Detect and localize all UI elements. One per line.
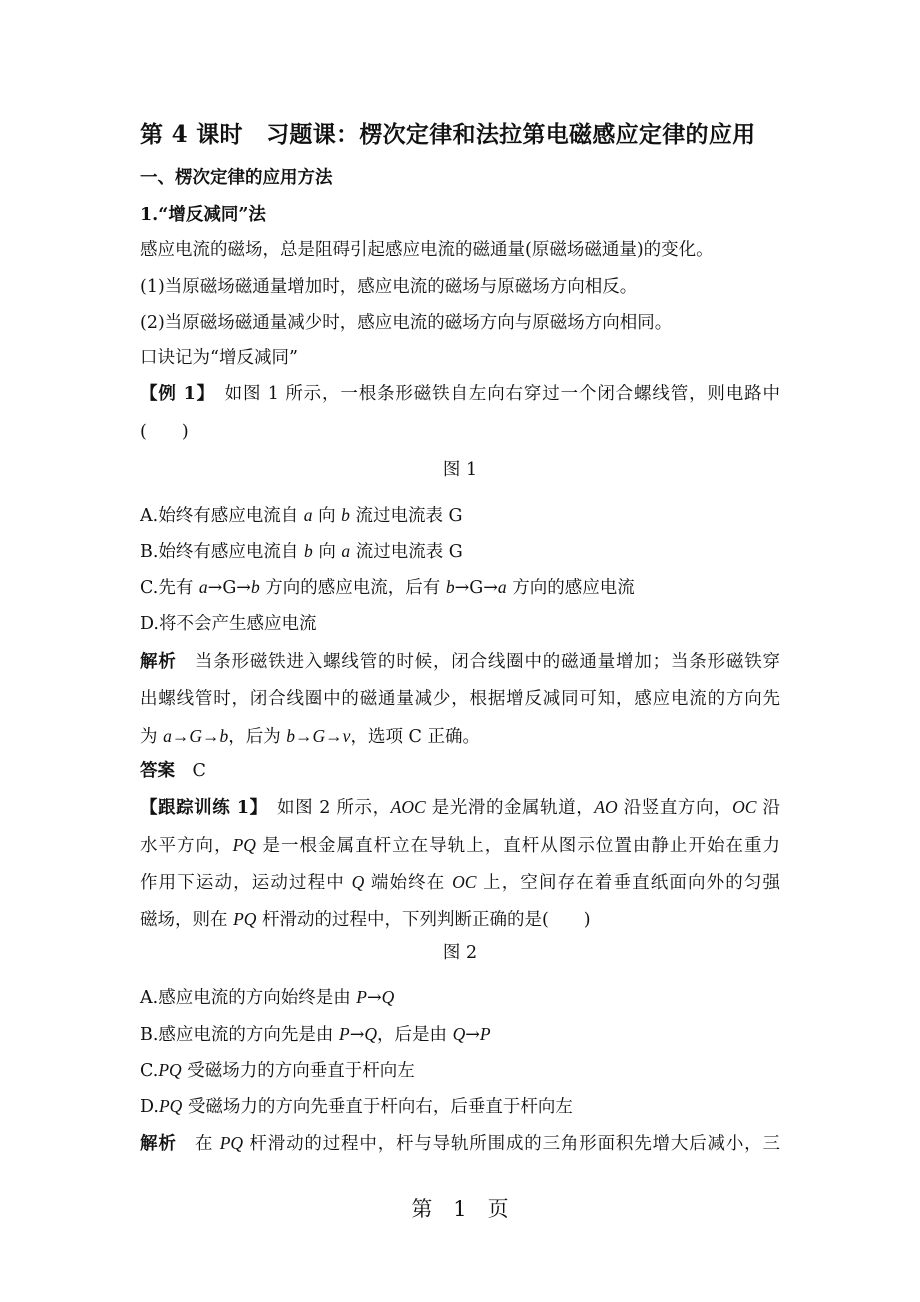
text-line: [140, 420, 780, 444]
text-segment: 图 2: [442, 943, 478, 963]
text-segment: 【例 1】: [140, 384, 207, 404]
italic-symbol: a: [198, 577, 208, 597]
text-segment: (2)当原磁场磁通量减少时，感应电流的磁场方向与原磁场方向相同。: [140, 313, 673, 333]
text-segment: 为: [140, 727, 164, 747]
text-segment: D.: [140, 1097, 159, 1117]
text-segment: →G→: [454, 578, 498, 598]
italic-symbol: OC: [732, 797, 757, 817]
page-number: [0, 1197, 920, 1221]
text-line: [140, 870, 780, 895]
example-question: [140, 382, 780, 406]
text-line: [140, 238, 780, 262]
italic-symbol: PQ: [158, 1096, 183, 1116]
italic-symbol: P: [339, 1024, 350, 1044]
text-segment: 沿竖直方向，: [617, 798, 733, 818]
italic-symbol: a: [303, 505, 313, 525]
figure-caption: [140, 458, 780, 482]
text-segment: →: [349, 1025, 365, 1045]
text-segment: 磁场，则在: [140, 910, 234, 930]
text-segment: 作用下运动，运动过程中: [140, 873, 352, 893]
text-line: [140, 346, 780, 370]
italic-symbol: a: [497, 577, 507, 597]
text-line: [140, 724, 780, 749]
text-line: [140, 575, 780, 600]
italic-symbol: Q: [381, 987, 395, 1007]
subsection-heading: [140, 203, 780, 227]
page-title: [140, 120, 780, 150]
text-segment: 在: [176, 1134, 220, 1154]
text-segment: 如图 2 所示，: [258, 798, 391, 818]
text-segment: 口诀记为“增反减同”: [140, 348, 298, 368]
text-segment: 流过电流表 G: [350, 542, 463, 562]
text-segment: ( ): [140, 422, 189, 442]
text-segment: 受磁场力的方向垂直于杆向左: [181, 1061, 415, 1081]
italic-symbol: PQ: [233, 909, 257, 929]
text-segment: ，后为: [228, 727, 287, 747]
text-line: [140, 907, 780, 932]
text-line: [140, 687, 780, 711]
text-segment: 是一根金属直杆立在导轨上，直杆从图示位置由静止开始在重力: [255, 836, 780, 856]
section-heading: [140, 166, 780, 190]
text-segment: 第 4 课时 习题课：楞次定律和法拉第电磁感应定律的应用: [140, 121, 756, 148]
italic-symbol: b: [250, 577, 260, 597]
text-segment: 是光滑的金属轨道，: [425, 798, 595, 818]
figure-caption: [140, 941, 780, 965]
text-segment: 【跟踪训练 1】: [140, 798, 259, 818]
text-segment: B.始终有感应电流自: [140, 542, 304, 562]
italic-symbol: Q: [364, 1024, 378, 1044]
text-segment: 1.“增反减同”法: [140, 205, 266, 225]
text-segment: 方向的感应电流: [506, 578, 635, 598]
text-segment: 感应电流的磁场，总是阻碍引起感应电流的磁通量(原磁场磁通量)的变化。: [140, 240, 714, 260]
italic-symbol: PQ: [232, 835, 256, 855]
text-segment: 如图 1 所示，一根条形磁铁自左向右穿过一个闭合螺线管，则电路中: [206, 384, 780, 404]
text-segment: 第 1 页: [411, 1197, 509, 1221]
text-segment: 向: [312, 506, 342, 526]
text-segment: D.将不会产生感应电流: [140, 614, 317, 634]
text-segment: ，选项 C 正确。: [350, 727, 480, 747]
text-segment: 杆滑动的过程中，下列判断正确的是( ): [256, 910, 591, 930]
italic-symbol: Q: [452, 1024, 466, 1044]
text-segment: ，后是由: [377, 1025, 453, 1045]
text-segment: 沿: [756, 798, 780, 818]
text-line: [140, 985, 780, 1010]
text-segment: 解析: [140, 1134, 177, 1154]
italic-symbol: b→G→v: [286, 726, 351, 746]
italic-symbol: a→G→b: [163, 726, 229, 746]
italic-symbol: AO: [594, 797, 618, 817]
italic-symbol: P: [479, 1024, 491, 1044]
italic-symbol: PQ: [158, 1060, 182, 1080]
answer-line: [140, 759, 780, 783]
text-line: [140, 1131, 780, 1156]
text-line: [140, 1022, 780, 1047]
text-line: [140, 1094, 780, 1119]
italic-symbol: a: [341, 541, 351, 561]
italic-symbol: AOC: [390, 797, 426, 817]
text-segment: A.感应电流的方向始终是由: [140, 988, 357, 1008]
text-line: [140, 650, 780, 674]
text-segment: →: [366, 988, 382, 1008]
text-segment: 当条形磁铁进入螺线管的时候，闭合线圈中的磁通量增加；当条形磁铁穿: [176, 652, 781, 672]
text-segment: 端始终在: [364, 873, 453, 893]
italic-symbol: b: [304, 541, 313, 561]
text-segment: 答案: [140, 761, 175, 781]
text-segment: 一、楞次定律的应用方法: [140, 168, 333, 188]
text-segment: →: [465, 1025, 480, 1045]
text-line: [140, 833, 780, 858]
text-segment: 受磁场力的方向先垂直于杆向右，后垂直于杆向左: [182, 1097, 573, 1117]
text-segment: 方向的感应电流，后有: [259, 578, 446, 598]
text-segment: →G→: [207, 578, 251, 598]
text-segment: A.始终有感应电流自: [140, 506, 304, 526]
italic-symbol: P: [356, 987, 367, 1007]
text-segment: 上，空间存在着垂直纸面向外的匀强: [476, 873, 780, 893]
text-segment: (1)当原磁场磁通量增加时，感应电流的磁场与原磁场方向相反。: [140, 277, 638, 297]
text-line: [140, 503, 780, 528]
text-line: [140, 612, 780, 636]
text-segment: B.感应电流的方向先是由: [140, 1025, 339, 1045]
italic-symbol: OC: [452, 872, 477, 892]
text-segment: C.先有: [140, 578, 199, 598]
text-line: [140, 1058, 780, 1083]
practice-question: [140, 795, 780, 820]
text-segment: 流过电流表 G: [349, 506, 463, 526]
italic-symbol: b: [445, 577, 455, 597]
italic-symbol: b: [341, 505, 350, 525]
text-line: [140, 539, 780, 564]
text-segment: 图 1: [442, 460, 478, 480]
text-segment: 杆滑动的过程中，杆与导轨所围成的三角形面积先增大后减小，三: [243, 1134, 781, 1154]
italic-symbol: Q: [351, 872, 365, 892]
text-segment: 解析: [140, 652, 177, 672]
text-segment: 水平方向，: [140, 836, 233, 856]
text-line: [140, 311, 780, 335]
text-line: [140, 275, 780, 299]
text-segment: 向: [312, 542, 342, 562]
italic-symbol: PQ: [219, 1133, 244, 1153]
text-segment: 出螺线管时，闭合线圈中的磁通量减少，根据增反减同可知，感应电流的方向先: [140, 689, 780, 709]
text-segment: C: [175, 761, 206, 781]
text-segment: C.: [140, 1061, 159, 1081]
